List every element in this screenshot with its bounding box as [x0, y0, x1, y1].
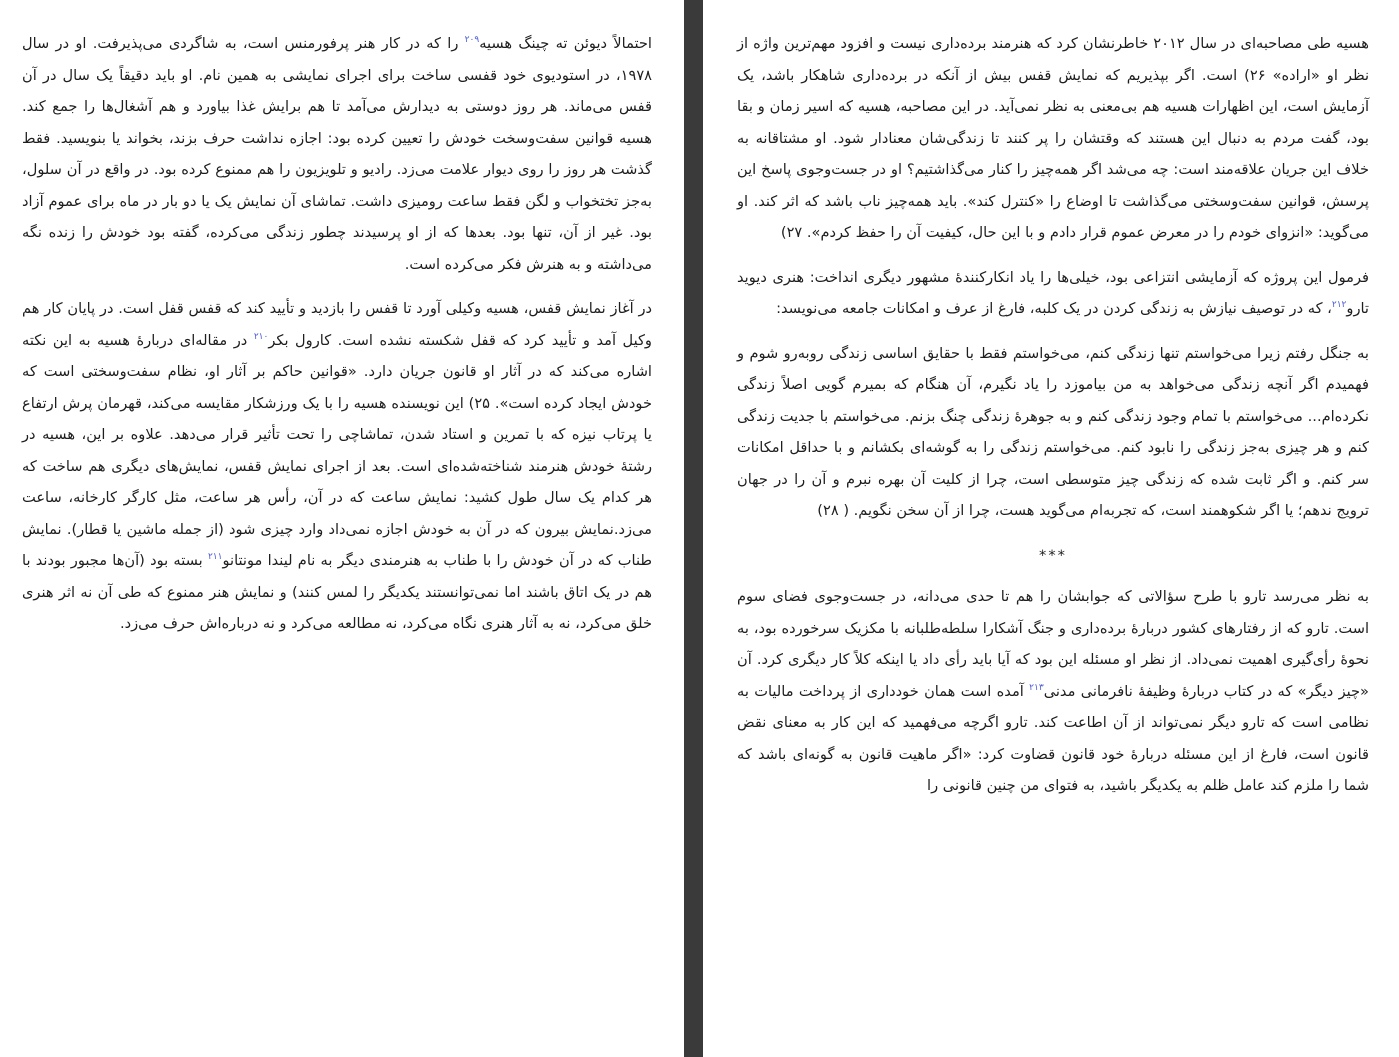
paragraph: [737, 262, 1369, 325]
paragraph-text: هسیه طی مصاحبه‌ای در سال ۲۰۱۲ خاطرنشان کرد که هنرمند برده‌داری نیست و افزود مهم‌ترین واژه از نظر او «اراده» ۲۶) است. اگر بپذیریم که نمایش قفس بیش از آنکه در برده‌داری شاهکار باشد، یک آزمایش است، این اظهارات هسیه هم بی‌معنی به نظر نمی‌آید. در این مصاحبه، هسیه که اسیر زمان و بقا بود، گفت مردم به دنبال این هستند که وقتشان را پر کنند تا زندگی‌شان معنادار شود. او مشتاقانه به خلاف این جریان علاقه‌مند است: چه می‌شد اگر همه‌چیز را کنار می‌گذاشتیم؟ او در جست‌وجوی پاسخ این پرسش، قوانین سفت‌وسختی می‌گذاشت تا اوضاع را «کنترل کند». باید همه‌چیز ناب باشد که اثر کند. او می‌گوید: «انزوای خودم را در معرض عموم قرار دادم و با این حال، کیفیت آن را حفظ کردم». ۲۷): [737, 35, 1370, 241]
section-separator: ***: [1039, 546, 1067, 564]
paragraph-text: را که در کار هنر پرفورمنس است، به شاگردی می‌پذیرفت. او در سال ۱۹۷۸، در استودیوی خود قفسی ساخت برای اجرای نمایشی به همین نام. او باید دقیقاً یک سال در آن قفس می‌ماند. هر روز دوستی به دیدارش می‌آمد تا هم برایش غذا بیاورد و هم آشغال‌ها را جمع کند. هسیه قوانین سفت‌وسخت خودش را تعیین کرده بود: اجازه نداشت حرف بزند، بخواند یا بنویسید. فقط گذشت هر روز را روی دیوار علامت می‌زد. رادیو و تلویزیون را هم ممنوع کرده بود. در واقع در آن سلول، به‌جز تختخواب و لگن فقط ساعت رومیزی داشت. تماشای آن نمایش یک یا دو بار در ماه برای عموم آزاد بود. غیر از آن، تنها بود. بعدها که از او پرسیدند چطور زندگی می‌کرده، گفته بود خودش را زنده نگه می‌داشته و به هنرش فکر می‌کرده است.: [22, 35, 652, 273]
footnote-marker[interactable]: ۲۱۳: [1029, 682, 1044, 693]
paragraph-text: در مقاله‌ای دربارهٔ هسیه به این نکته اشاره می‌کند که در آثار او قانون جریان دارد. «قوانین حاکم بر آثار او، نظام سفت‌وسختی است که خودش ایجاد کرده است». ۲۵) این نویسنده هسیه را با یک ورزشکار مقایسه می‌کند، قهرمان پرش ارتفاع یا پرتاب نیزه که با تمرین و استاد شدن، تماشاچی را تحت تأثیر قرار می‌دهد. علاوه بر این، هسیه در رشتهٔ خودش هنرمند شناخته‌شده‌ای است. بعد از اجرای نمایش قفس، نمایش‌های دیگری هم ساخت که هر کدام یک سال طول کشید: نمایش ساعت که در آن، رأس هر ساعت، مثل کارگر کارخانه، ساعت می‌زد.نمایش بیرون که در آن به خودش اجازه نمی‌داد وارد چیزی شود (از جمله ماشین یا قطار). نمایش طناب که در آن خودش را با طناب به هنرمندی دیگر به نام لیندا مونتانو: [22, 331, 652, 569]
paragraph: [22, 28, 652, 280]
paragraph: [737, 581, 1369, 802]
paragraph: [737, 338, 1369, 527]
paragraph: [737, 28, 1369, 249]
right-page: [703, 0, 1399, 1057]
paragraph-text: فرمول این پروژه که آزمایشی انتزاعی بود، خیلی‌ها را یاد انکارکنندهٔ مشهور دیگری انداخت: هنری دیوید تارو: [737, 268, 1369, 317]
paragraph: [22, 293, 652, 640]
left-page-text-column: [22, 28, 652, 653]
paragraph-text: آمده است همان خودداری از پرداخت مالیات به نظامی است که تارو دیگر نمی‌تواند از آن اطاعت کند. تارو اگرچه می‌فهمید که این کار به معنای نقض قانون است، فارغ از این مسئله دربارهٔ خود قانون قضاوت کرد: «اگر ماهیت قانون به گونه‌ای باشد که شما را ملزم کند عامل ظلم به یکدیگر باشید، به فتوای من چنین قانونی را: [737, 682, 1369, 794]
right-page-text-column: [737, 28, 1369, 815]
footnote-marker[interactable]: ۲۰۹: [464, 35, 480, 46]
footnote-marker[interactable]: ۲۱۱: [207, 552, 223, 563]
paragraph-text: احتمالاً دیوئن ته چینگ هسیه: [479, 35, 652, 52]
paragraph-text: به جنگل رفتم زیرا می‌خواستم تنها زندگی کنم، می‌خواستم فقط با حقایق اساسی زندگی روبه‌رو شوم و فهمیدم اگر آنچه زندگی می‌خواهد به من بیاموزد را یاد نگیرم، آن هنگام که بمیرم گویی اصلاً زندگی نکرده‌ام... می‌خواستم با تمام وجود زندگی کنم و به جوهرهٔ زندگی چنگ بزنم. می‌خواستم با جدیت زندگی کنم و هر چیزی به‌جز زندگی را نابود کنم. می‌خواستم زندگی را به گوشه‌ای بکشانم و با حداقل امکانات سر کنم. و اگر ثابت شده که زندگی چیز متوسطی است، چرا از کلیت آن بهره نبرم و آن را در جهان ترویج ندهم؛ یا اگر شکوهمند است، که تجربه‌ام می‌گوید هست، چرا از آن سخن نگویم. ( ۲۸): [737, 344, 1369, 519]
paragraph-text: ، که در توصیف نیازش به زندگی کردن در یک کلبه، فارغ از عرف و امکانات جامعه می‌نویسد:: [776, 300, 1332, 317]
page-gutter: [684, 0, 703, 1057]
right-page-section-bottom: [737, 581, 1369, 802]
paragraph-text: در آغاز نمایش قفس، هسیه وکیلی آورد تا قفس را بازدید و تأیید کند که قفس قفل است. در پایان کار هم وکیل آمد و تأیید کرد که قفل شکسته نشده است. کارول بکر: [22, 300, 652, 349]
paragraph-text: بسته بود (آن‌ها مجبور بودند با هم در یک اتاق باشند اما نمی‌توانستند یکدیگر را لمس کنند) و نمایش هنر ممنوع که طی آن نه اثر هنری خلق می‌کرد، نه به آثار هنری نگاه می‌کرد، نه مطالعه می‌کرد و نه درباره‌اش حرف می‌زد.: [22, 552, 652, 632]
footnote-marker[interactable]: ۲۱۲: [1331, 300, 1347, 311]
left-page: [0, 0, 684, 1057]
footnote-marker[interactable]: ۲۱۰: [253, 331, 269, 342]
right-page-section-top: [737, 28, 1369, 527]
paragraph-text: به نظر می‌رسد تارو با طرح سؤالاتی که جوابشان را هم تا حدی می‌دانه، در جست‌وجوی فضای سوم است. تارو که از رفتارهای کشور دربارهٔ برده‌داری و جنگ آشکارا سلطه‌طلبانه با مکزیک سرخورده بود، به نحوهٔ رأی‌گیری اهمیت نمی‌داد. از نظر او مسئله این بود که آیا باید رأی داد یا اینکه کلاً کار دیگری کرد. آن «چیز دیگر» که در کتاب دربارهٔ وظیفهٔ نافرمانی مدنی: [737, 588, 1369, 700]
